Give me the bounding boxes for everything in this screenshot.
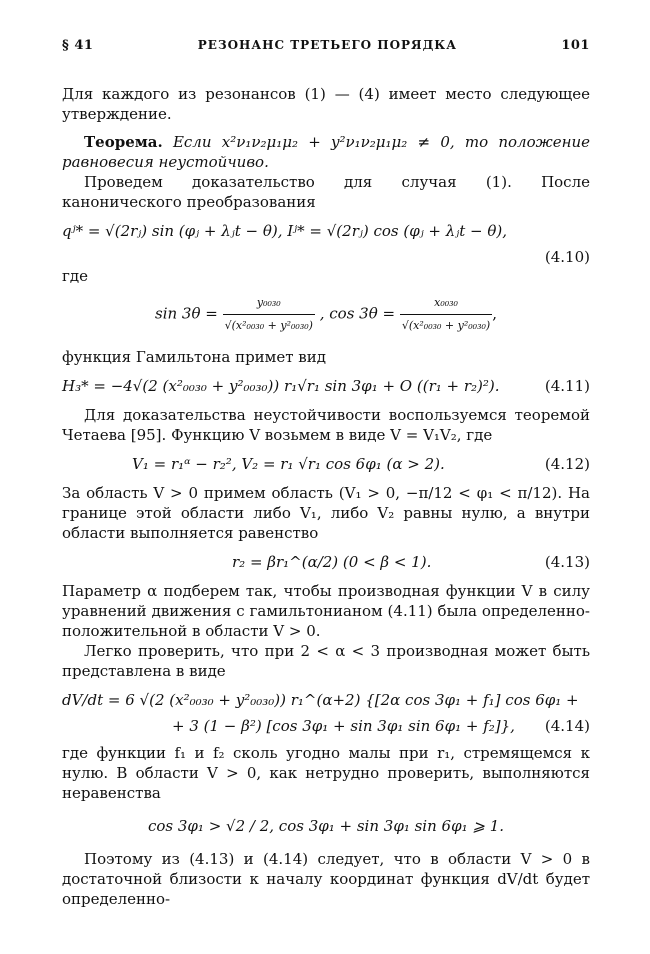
paragraph-parameter: Параметр α подберем так, чтобы производная функции V в силу уравнений движения с гамильтонианом (4.11) была определенно-положительной в области V > 0. — [62, 582, 590, 640]
theorem-text: Если x²ν₁ν₂μ₁μ₂ + y²ν₁ν₂μ₁μ₂ ≠ 0, то положение равновесия неустойчиво. — [62, 133, 590, 171]
page — [62, 38, 590, 909]
running-header — [62, 38, 590, 64]
chapter-title: РЕЗОНАНС ТРЕТЬЕГО ПОРЯДКА — [197, 38, 457, 52]
formula-4-12 — [62, 453, 590, 475]
cos-theta-fraction — [400, 292, 492, 337]
paragraph-region: За область V > 0 примем область (V₁ > 0, −π/12 < φ₁ < π/12). На границе этой области либо V₁, либо V₂ равны нулю, а внутри области выполняется равенство — [62, 484, 590, 542]
formula-4-12-body: V₁ = r₁ᵅ − r₂², V₂ = r₁ √r₁ cos 6φ₁ (α > 2). — [132, 455, 445, 473]
paragraph-derivative: Легко проверить, что при 2 < α < 3 производная может быть представлена в виде — [62, 642, 590, 680]
formula-4-13-number: (4.13) — [544, 553, 590, 571]
paragraph-chetaev: Для доказательства неустойчивости воспользуемся теоремой Четаева [95]. Функцию V возьмем в виде V = V₁V₂, где — [62, 406, 590, 444]
formula-4-13 — [62, 551, 590, 573]
formula-4-14-second-line: + 3 (1 − β²) [cos 3φ₁ + sin 3φ₁ sin 6φ₁ + f₂]}, — [172, 717, 515, 735]
formula-4-13-body: r₂ = βr₁^(α/2) (0 < β < 1). — [232, 553, 432, 571]
sin-theta-fraction — [223, 292, 315, 337]
formula-4-12-number: (4.12) — [544, 455, 590, 473]
page-number: 101 — [561, 38, 590, 53]
paragraph-functions: где функции f₁ и f₂ сколь угодно малы при r₁, стремящемся к нулю. В области V > 0, как нетрудно проверить, выполняются неравенства — [62, 744, 590, 802]
formula-4-10 — [62, 220, 590, 242]
section-number: § 41 — [62, 38, 94, 53]
formula-inequalities — [62, 815, 590, 837]
theorem-label: Теорема. — [84, 133, 163, 151]
formula-4-10-body: qʲ* = √(2rⱼ) sin (φⱼ + λⱼt − θ), Iʲ* = √(2rⱼ) cos (φⱼ + λⱼt − θ), — [62, 222, 508, 240]
formula-4-14-line2 — [62, 715, 590, 737]
paragraph-hamiltonian: функция Гамильтона примет вид — [62, 348, 326, 366]
cos-theta-lhs: , cos 3θ = — [319, 304, 396, 323]
cos-theta-numerator: x₀₀₃₀ — [400, 292, 492, 315]
formula-4-11-body: H₃* = −4√(2 (x²₀₀₃₀ + y²₀₀₃₀)) r₁√r₁ sin 3φ₁ + O ((r₁ + r₂)²). — [62, 377, 500, 395]
formula-4-14-first-line: dV/dt = 6 √(2 (x²₀₀₃₀ + y²₀₀₃₀)) r₁^(α+2) {[2α cos 3φ₁ + f₁] cos 6φ₁ + — [62, 691, 579, 709]
sin-theta-numerator: y₀₀₃₀ — [223, 292, 315, 315]
paragraph-intro: Для каждого из резонансов (1) — (4) имеет место следующее утверждение. — [62, 85, 590, 123]
formula-sin-cos-theta: sin 3θ = $\frac{\text{y₀₀₃₀}}{\text{√(x²₀₀₃₀ + y²₀₀₃₀)}}$ , cos 3θ = $\frac{\text{x₀₀₃₀}}{\text{√(x²₀₀₃₀ + y²₀₀₃₀)}}$ , — [62, 292, 590, 337]
theorem — [62, 132, 590, 172]
formula-4-10-number: (4.10) — [544, 248, 590, 266]
inequalities-body: cos 3φ₁ > √2 / 2, cos 3φ₁ + sin 3φ₁ sin 6φ₁ ⩾ 1. — [147, 817, 505, 835]
word-where: где — [62, 267, 88, 285]
formula-4-11 — [62, 375, 590, 397]
paragraph-conclusion: Поэтому из (4.13) и (4.14) следует, что в области V > 0 в достаточной близости к началу координат функция dV/dt будет определенно- — [62, 850, 590, 908]
formula-4-14-number: (4.14) — [544, 717, 590, 735]
paragraph-proof-start: Проведем доказательство для случая (1). После канонического преобразования — [62, 173, 590, 211]
sin-theta-lhs: sin 3θ = — [155, 304, 218, 323]
sin-theta-denominator: √(x²₀₀₃₀ + y²₀₀₃₀) — [224, 319, 313, 332]
formula-4-11-number: (4.11) — [544, 377, 590, 395]
formula-4-14-line1 — [62, 689, 590, 711]
cos-theta-denominator: √(x²₀₀₃₀ + y²₀₀₃₀) — [401, 319, 491, 332]
